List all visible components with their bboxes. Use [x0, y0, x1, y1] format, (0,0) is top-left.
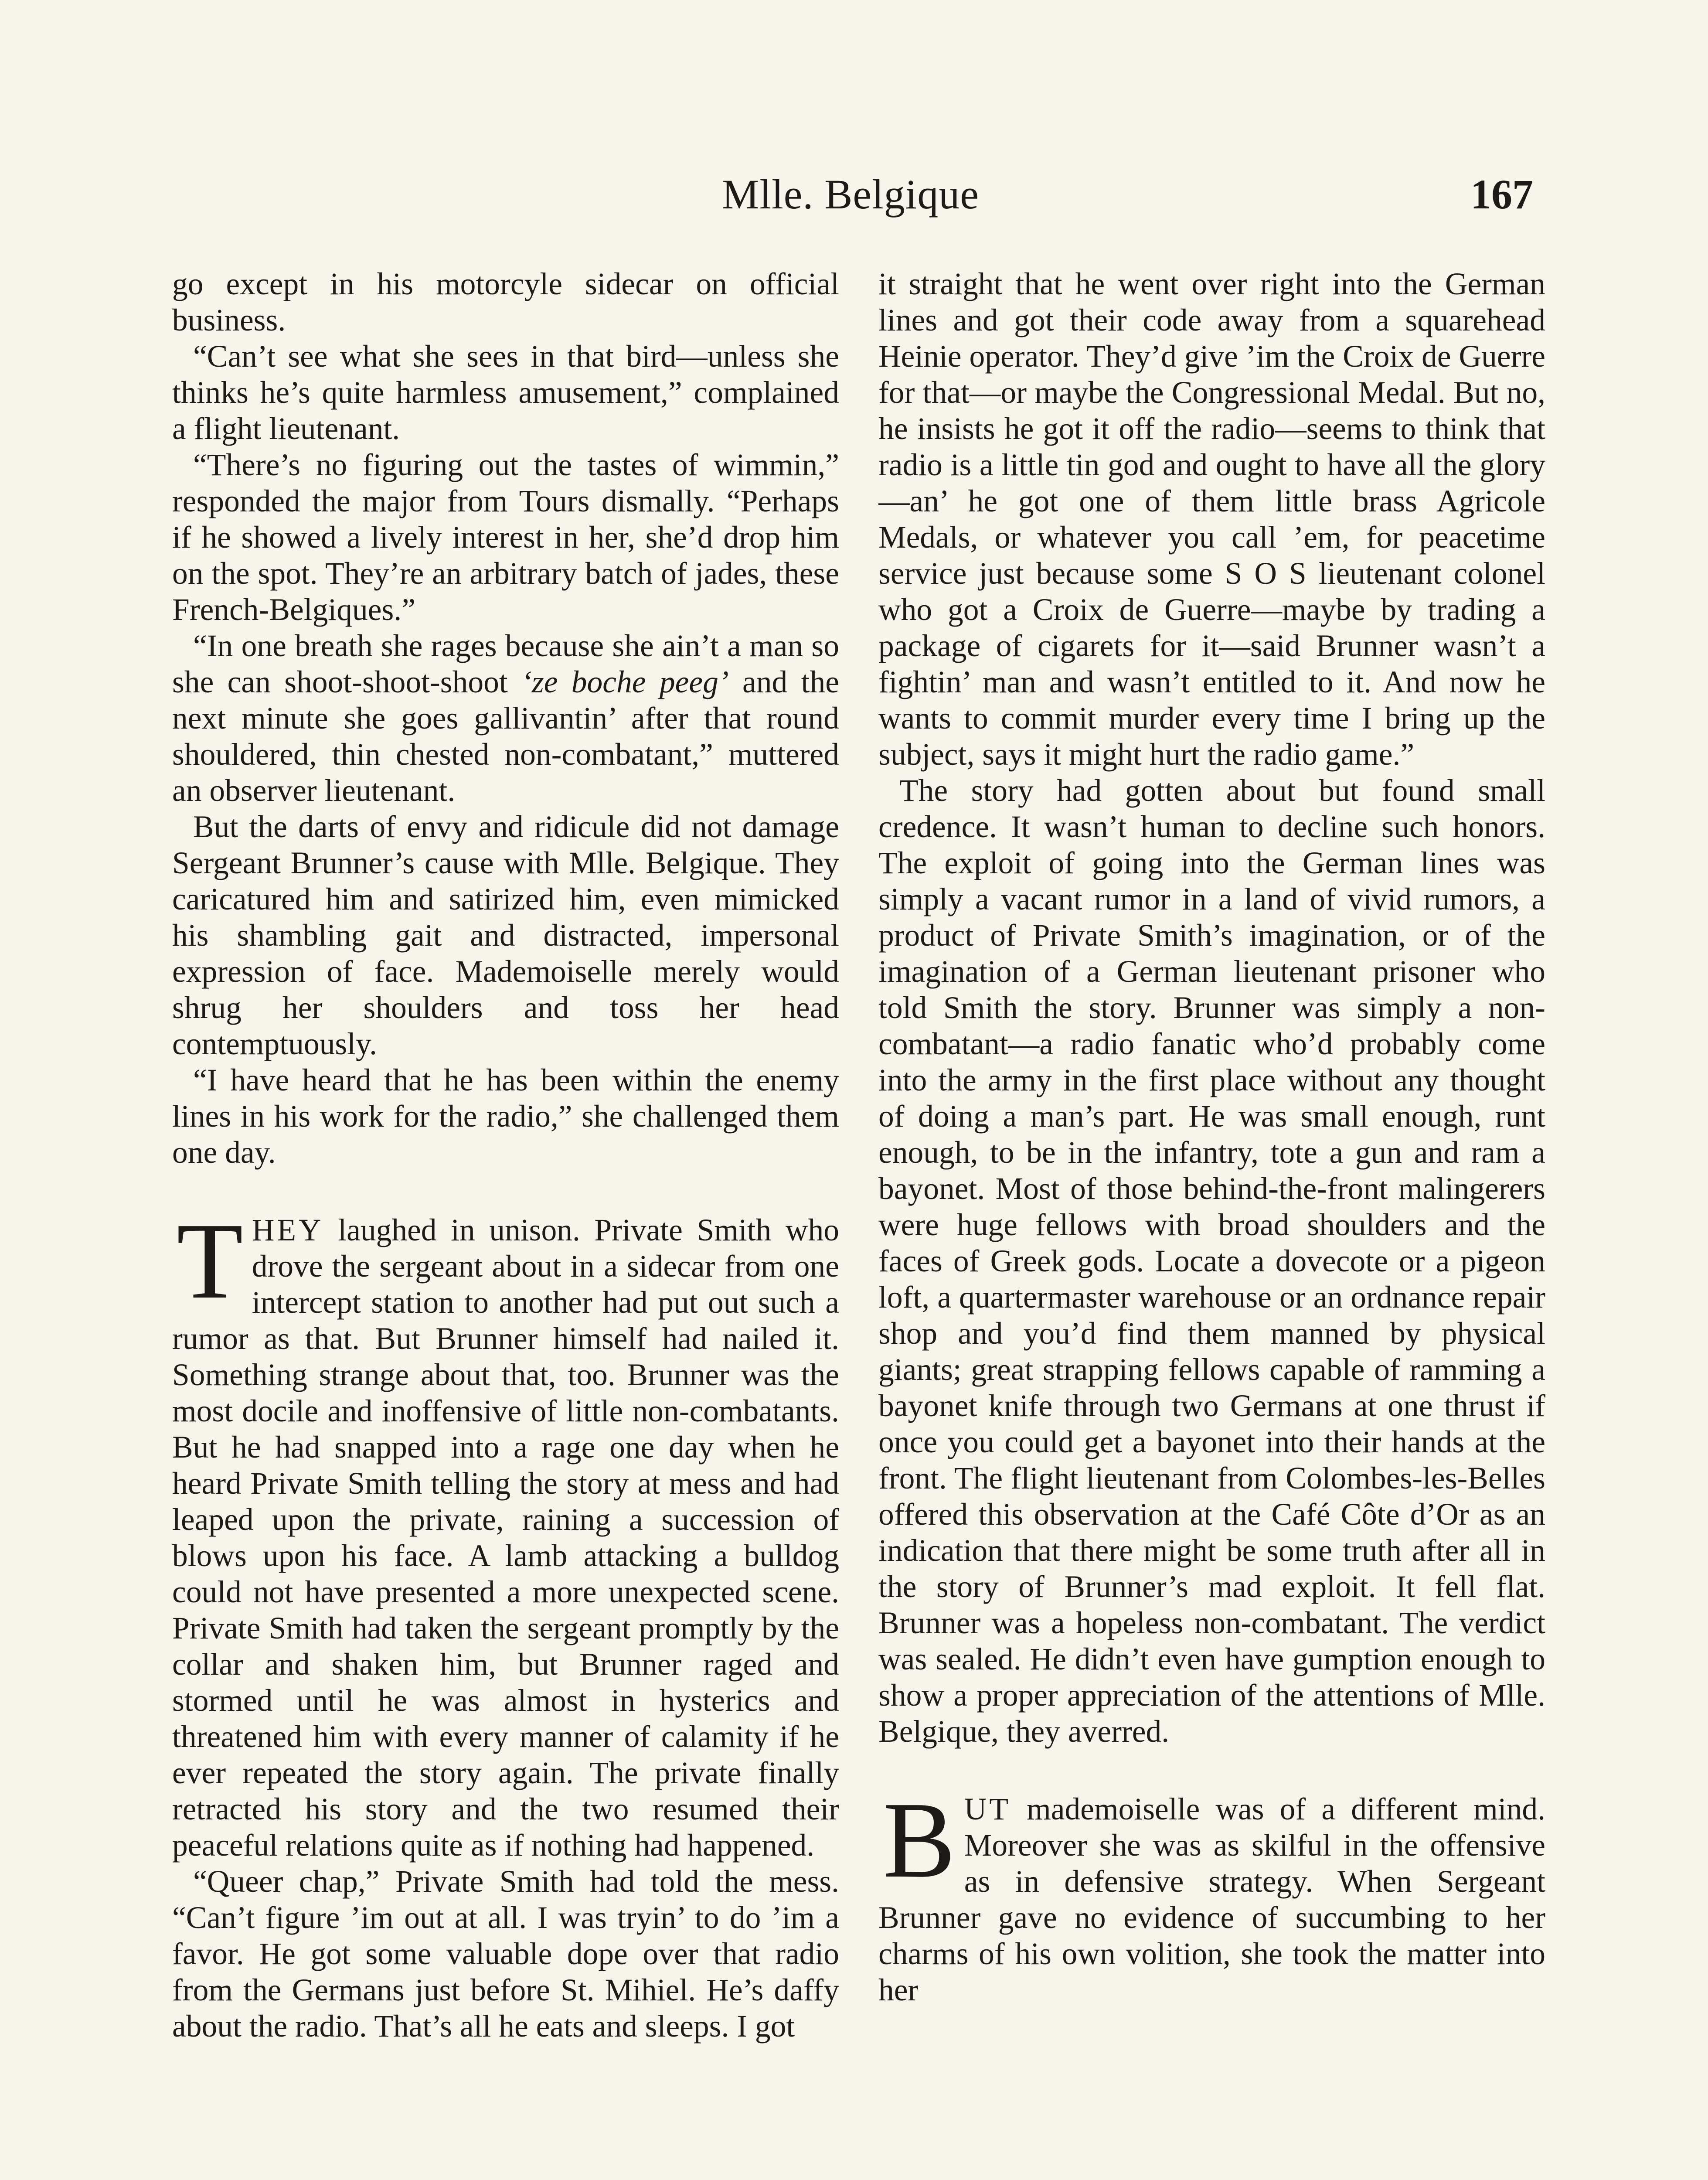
page-number: 167 [1470, 171, 1533, 218]
paragraph: it straight that he went over right into the German lines and got their code away from a squarehead Heinie operator. They’d give ’im the Croix de Guerre for that—or maybe the Congressional Medal. But no, he insists he got it off the radio—seems to think that radio is a little tin god and ought to have all the glory—an’ he got one of them little brass Agricole Medals, or whatever you call ’em, for peacetime service just because some S O S lieutenant colonel who got a Croix de Guerre—maybe by trading a package of cigarets for it—said Brunner wasn’t a fightin’ man and wasn’t entitled to it. And now he wants to commit murder every time I bring up the subject, says it might hurt the radio game.” [878, 267, 1545, 772]
text-run: mademoiselle was of a different mind. Moreover she was as skilful in the offensive as in defensive strategy. When Sergeant Brunner gave no evidence of succumbing to her charms of his own volition, she took the matter into her [878, 1792, 1545, 2007]
text-run: “In one breath she rages because she ain’t a man so she can shoot-shoot-shoot [172, 629, 839, 699]
paragraph: The story had gotten about but found small credence. It wasn’t human to decline such honors. The exploit of going into the German lines was simply a vacant rumor in a land of vivid rumors, a product of Private Smith’s imagination, or of the imagination of a German lieutenant prisoner who told Smith the story. Brunner was simply a non-combatant—a radio fanatic who’d probably come into the army in the first place without any thought of doing a man’s part. He was small enough, runt enough, to be in the infantry, tote a gun and ram a bayonet. Most of those behind-the-front malingerers were huge fellows with broad shoulders and the faces of Greek gods. Locate a dovecote or a pigeon loft, a quartermaster warehouse or an ordnance repair shop and you’d find them manned by physical giants; great strapping fellows capable of ramming a bayonet knife through two Germans at one thrust if once you could get a bayonet into their hands at the front. The flight lieutenant from Colombes-les-Belles offered this observation at the Café Côte d’Or as an indication that there might be some truth after all in the story of Brunner’s mad exploit. It fell flat. Brunner was a hopeless non-combatant. The verdict was sealed. He didn’t even have gumption enough to show a proper appreciation of the attentions of Mlle. Belgique, they averred. [878, 773, 1545, 1749]
paragraph: go except in his motorcyle sidecar on official business. [172, 267, 839, 337]
paragraph: “Can’t see what she sees in that bird—unless she thinks he’s quite harmless amusement,” complained a flight lieutenant. [172, 339, 839, 446]
drop-cap: T [177, 1201, 243, 1322]
small-caps-lead: HEY [252, 1213, 324, 1247]
paragraph: “I have heard that he has been within the enemy lines in his work for the radio,” she challenged them one day. [172, 1063, 839, 1170]
paragraph: “There’s no figuring out the tastes of wimmin,” responded the major from Tours dismally. “Perhaps if he showed a lively interest in her, she’d drop him on the spot. They’re an arbitrary batch of jades, these French-Belgiques.” [172, 448, 839, 627]
left-column [172, 266, 839, 2180]
paragraph-with-dropcap [878, 1780, 1545, 2008]
running-title: Mlle. Belgique [722, 171, 979, 218]
paragraph [172, 628, 839, 809]
text-run: laughed in unison. Private Smith who drove the sergeant about in a sidecar from one intercept station to another had put out such a rumor as that. But Brunner himself had nailed it. Something strange about that, too. Brunner was the most docile and inoffensive of little non-combatants. But he had snapped into a rage one day when he heard Private Smith telling the story at mess and had leaped upon the private, raining a succession of blows upon his face. A lamb attacking a bulldog could not have presented a more unexpected scene. Private Smith had taken the sergeant promptly by the collar and shaken him, but Brunner raged and stormed until he was almost in hysterics and threatened him with every manner of calamity if he ever repeated the story again. The private finally retracted his story and the two resumed their peaceful relations quite as if nothing had happened. [172, 1213, 839, 1863]
right-column [878, 266, 1545, 2180]
paragraph-with-dropcap [172, 1201, 839, 1863]
small-caps-lead: UT [964, 1792, 1011, 1826]
running-head [168, 170, 1533, 231]
section-break [172, 1171, 839, 1212]
text-run: and the next minute she goes gallivantin’ after that round shouldered, thin chested non-combatant,” muttered an observer lieutenant. [172, 665, 839, 808]
paragraph: But the darts of envy and ridicule did not damage Sergeant Brunner’s cause with Mlle. Belgique. They caricatured him and satirized him, even mimicked his shambling gait and distracted, impersonal expression of face. Mademoiselle merely would shrug her shoulders and toss her head contemptuously. [172, 810, 839, 1061]
section-break [878, 1750, 1545, 1791]
paragraph: “Queer chap,” Private Smith had told the mess. “Can’t figure ’im out at all. I was tryin’ to do ’im a favor. He got some valuable dope over that radio from the Germans just before St. Mihiel. He’s daffy about the radio. That’s all he eats and sleeps. I got [172, 1864, 839, 2044]
italic-phrase: ‘ze boche peeg’ [521, 665, 729, 699]
drop-cap: B [883, 1780, 956, 1901]
